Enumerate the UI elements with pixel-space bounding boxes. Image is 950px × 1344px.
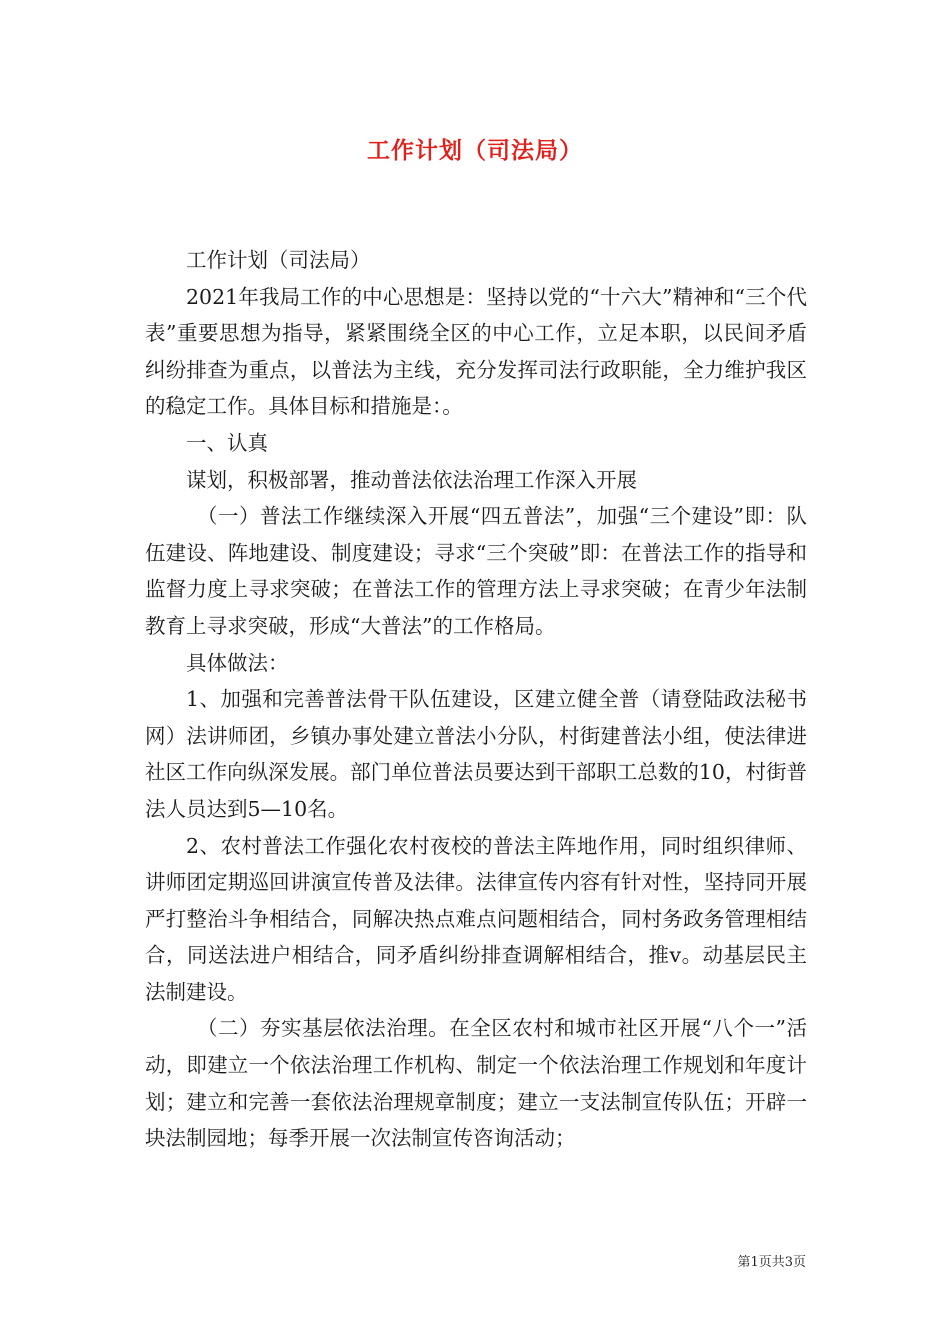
paragraph-item-1: 1、加强和完善普法骨干队伍建设，区建立健全普（请登陆政法秘书网）法讲师团，乡镇办事处建立普法小分队，村街建普法小组，使法律进社区工作向纵深发展。部门单位普法员要达到干部职工总数的10，村街普法人员达到5—10名。 [145, 687, 807, 821]
paragraph-section-one: 一、认真 [186, 430, 268, 455]
paragraph-heading: 工作计划（司法局） [186, 248, 371, 272]
document-body [145, 242, 807, 1157]
paragraph-subsection-one: （一）普法工作继续深入开展“四五普法”，加强“三个建设”即：队伍建设、阵地建设、制度建设；寻求“三个突破”即：在普法工作的指导和监督力度上寻求突破；在普法工作的管理方法上寻求突破；在青少年法制教育上寻求突破，形成“大普法”的工作格局。 [145, 504, 807, 638]
page-number: 第1页共3页 [737, 1255, 806, 1270]
paragraph-specific-methods: 具体做法： [186, 650, 289, 675]
paragraph-item-2: 2、农村普法工作强化农村夜校的普法主阵地作用，同时组织律师、讲师团定期巡回讲演宣传普及法律。法律宣传内容有针对性，坚持同开展严打整治斗争相结合，同解决热点难点问题相结合，同村务政务管理相结合，同送法进户相结合，同矛盾纠纷排查调解相结合，推v。动基层民主法制建设。 [145, 833, 807, 1004]
paragraph-section-one-cont: 谋划，积极部署，推动普法依法治理工作深入开展 [186, 467, 637, 492]
paragraph-central-idea: 2021年我局工作的中心思想是：坚持以党的“十六大”精神和“三个代表”重要思想为指导，紧紧围绕全区的中心工作，立足本职，以民间矛盾纠纷排查为重点，以普法为主线，充分发挥司法行政职能，全力维护我区的稳定工作。具体目标和措施是：。 [145, 284, 807, 419]
paragraph-subsection-two: （二）夯实基层依法治理。在全区农村和城市社区开展“八个一”活动，即建立一个依法治理工作机构、制定一个依法治理工作规划和年度计划；建立和完善一套依法治理规章制度；建立一支法制宣传队伍；开辟一块法制园地；每季开展一次法制宣传咨询活动； [145, 1016, 807, 1151]
document-title: 工作计划（司法局） [367, 137, 583, 164]
